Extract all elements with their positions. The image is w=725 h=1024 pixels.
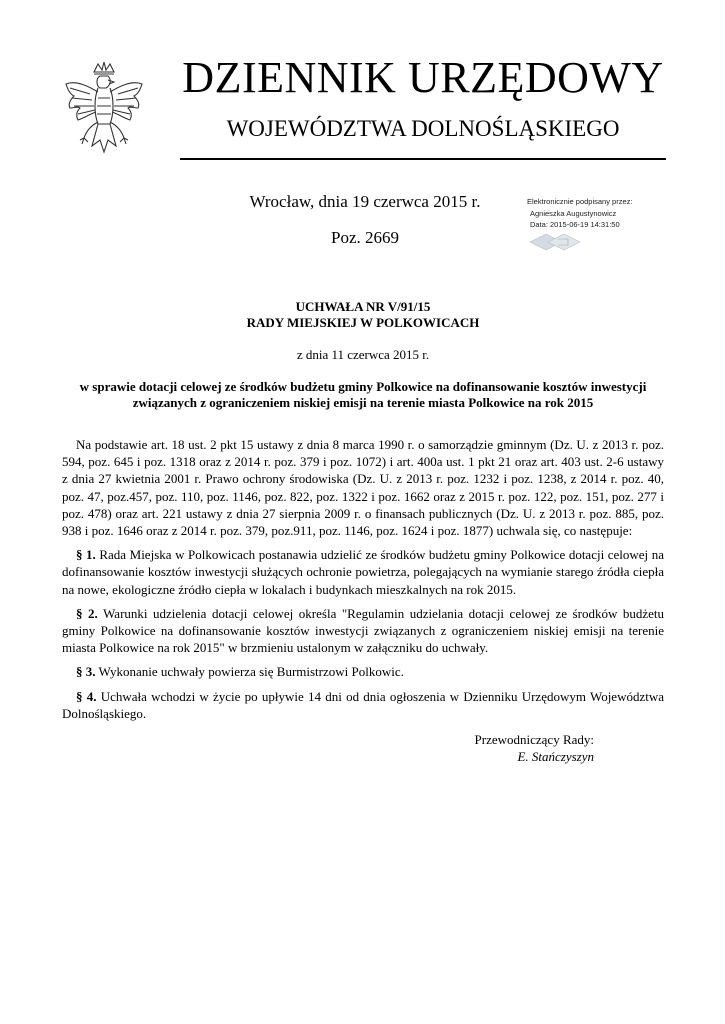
paragraph-4-text: Uchwała wchodzi w życie po upływie 14 dni od dnia ogłoszenia w Dzienniku Urzędowym Województwa Dolnośląskiego. bbox=[62, 688, 665, 721]
journal-title: DZIENNIK URZĘDOWY bbox=[182, 53, 664, 102]
resolution-date: z dnia 11 czerwca 2015 r. bbox=[296, 347, 430, 362]
signatory-role: Przewodniczący Rady: bbox=[474, 732, 594, 747]
resolution-number: UCHWAŁA NR V/91/15 bbox=[295, 299, 431, 314]
signature-signer: Agnieszka Augustynowicz bbox=[530, 208, 617, 218]
signatory-block bbox=[440, 731, 594, 765]
preamble: Na podstawie art. 18 ust. 2 pkt 15 ustawy z dnia 8 marca 1990 r. o samorządzie gminnym (Dz. U. z 2013 r. poz. 594, poz. 645 i poz. 1318 oraz z 2014 r. poz. 379 i poz. 1072) i art. 400a ust. 1 pkt 21 oraz art. 403 ust. 2-6 ustawy z dnia 27 kwietnia 2001 r. Prawo ochrony środowiska (Dz. U. z 2013 r. poz. 1232 i poz. 1238, z 2014 r. poz. 40, poz. 47, poz.457, poz. 110, poz. 1146, poz. 822, poz. 1322 i poz. 1662 oraz z 2015 r. poz. 122, poz. 151, poz. 277 i poz. 478) oraz art. 221 ustawy z dnia 27 sierpnia 2009 r. o finansach publicznych (Dz. U. z 2013 r. poz. 885, poz. 938 i poz. 1646 oraz z 2014 r. poz. 379, poz.911, poz. 1146, poz. 1624 i poz. 1877) uchwala się, co następuje: bbox=[62, 437, 664, 539]
publication-date: Wrocław, dnia 19 czerwca 2015 r. bbox=[249, 192, 481, 211]
paragraph-3 bbox=[62, 663, 664, 680]
paragraph-2-text: Warunki udzielenia dotacji celowej określa "Regulamin udzielania dotacji celowej ze środków budżetu gminy Polkowice na dofinansowanie kosztów inwestycji związanych z ograniczeniem niskiej emisji na terenie miasta Polkowice na rok 2015" w brzmieniu ustalonym w załączniku do uchwały. bbox=[62, 605, 665, 656]
signatory-name: E. Stańczyszyn bbox=[517, 749, 594, 764]
signature-label: Elektronicznie podpisany przez: bbox=[527, 197, 633, 206]
header-divider bbox=[180, 158, 666, 160]
signature-date: Data: 2015-06-19 14:31:50 bbox=[530, 220, 620, 229]
paragraph-3-mark: § 3. bbox=[76, 664, 96, 680]
paragraph-2-mark: § 2. bbox=[76, 605, 98, 621]
paragraph-4-mark: § 4. bbox=[76, 688, 97, 704]
resolution-council: RADY MIEJSKIEJ W POLKOWICACH bbox=[246, 315, 480, 330]
resolution-subject: w sprawie dotacji celowej ze środków budżetu gminy Polkowice na dofinansowanie kosztów inwestycji związanych z ograniczeniem niskiej emisji na terenie miasta Polkowice na rok 2015 bbox=[79, 379, 647, 410]
journal-subtitle: WOJEWÓDZTWA DOLNOŚLĄSKIEGO bbox=[226, 116, 620, 141]
masthead bbox=[180, 52, 666, 144]
signature-watermark-icon bbox=[528, 230, 590, 254]
paragraph-2 bbox=[62, 605, 664, 657]
paragraph-1-mark: § 1. bbox=[76, 547, 96, 563]
paragraph-1-text: Rada Miejska w Polkowicach postanawia udzielić ze środków budżetu gminy Polkowice dotacji celowej na dofinansowanie kosztów inwestycji służących ochronie powietrza, polegających na wymianie starego źródła ciepła na nowe, ekologiczne źródło ciepła w lokalach i budynkach mieszkalnych na rok 2015. bbox=[62, 547, 665, 597]
electronic-signature-block bbox=[527, 196, 687, 231]
paragraph-4 bbox=[62, 688, 664, 722]
eagle-emblem-icon bbox=[60, 58, 148, 168]
paragraph-1 bbox=[62, 546, 664, 598]
resolution-body bbox=[62, 436, 664, 722]
paragraph-3-text: Wykonanie uchwały powierza się Burmistrzowi Polkowic. bbox=[95, 664, 404, 680]
position-number: Poz. 2669 bbox=[331, 228, 399, 247]
